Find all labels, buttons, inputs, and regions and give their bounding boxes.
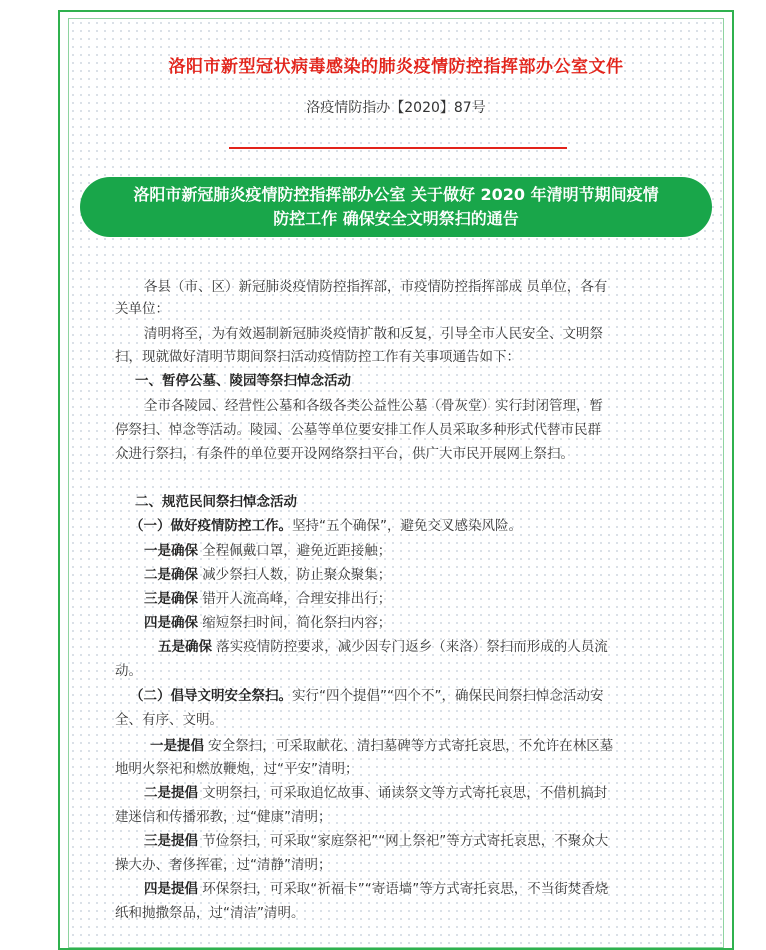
ensure-label: 一是确保 <box>144 543 198 559</box>
notice-title-line-1: 洛阳市新冠肺炎疫情防控指挥部办公室 关于做好 2020 年清明节期间疫情 <box>133 185 659 204</box>
red-divider <box>229 147 567 149</box>
section-1-line-3: 众进行祭扫，有条件的单位要开设网络祭扫平台，供广大市民开展网上祭扫。 <box>115 446 574 462</box>
ensure-item-2 <box>144 565 391 585</box>
advocate-item-1-continued: 地明火祭祀和燃放鞭炮，过“平安”清明； <box>115 761 359 777</box>
advocate-text: 节俭祭扫，可采取“家庭祭祀”“网上祭祀”等方式寄托哀思，不聚众大 <box>198 833 609 849</box>
subsection-2-text: 实行“四个提倡”“四个不”，确保民间祭扫悼念活动安 <box>292 688 604 704</box>
advocate-item-2 <box>144 783 607 803</box>
advocate-label: 二是提倡 <box>144 785 198 801</box>
document-header-title: 洛阳市新型冠状病毒感染的肺炎疫情防控指挥部办公室文件 <box>168 57 624 77</box>
advocate-label: 三是提倡 <box>144 833 198 849</box>
ensure-label: 二是确保 <box>144 567 198 583</box>
advocate-label: 四是提倡 <box>144 881 198 897</box>
notice-title-line-2: 防控工作 确保安全文明祭扫的通告 <box>273 209 519 228</box>
addressee-line-1: 各县（市、区）新冠肺炎疫情防控指挥部，市疫情防控指挥部成 员单位，各有 <box>144 279 608 295</box>
advocate-item-3-continued: 操大办、奢侈挥霍，过“清静”清明； <box>115 857 332 873</box>
advocate-item-3 <box>144 831 608 851</box>
ensure-item-4 <box>144 613 391 633</box>
subsection-1-text: 坚持“五个确保”，避免交叉感染风险。 <box>292 518 522 534</box>
ensure-label: 三是确保 <box>144 591 198 607</box>
subsection-1-heading: （一）做好疫情防控工作。 <box>130 518 292 534</box>
intro-line-2: 扫，现就做好清明节期间祭扫活动疫情防控工作有关事项通告如下： <box>115 349 520 365</box>
section-1-line-1: 全市各陵园、经营性公墓和各级各类公益性公墓（骨灰堂）实行封闭管理，暂 <box>144 398 603 414</box>
section-1-line-2: 停祭扫、悼念等活动。陵园、公墓等单位要安排工作人员采取多种形式代替市民群 <box>115 422 601 438</box>
section-1-heading: 一、暂停公墓、陵园等祭扫悼念活动 <box>135 373 351 389</box>
intro-line-1: 清明将至，为有效遏制新冠肺炎疫情扩散和反复，引导全市人民安全、文明祭 <box>144 326 603 342</box>
document-number: 洛疫情防指办【2020】87号 <box>306 100 486 116</box>
ensure-text: 错开人流高峰，合理安排出行； <box>198 591 392 607</box>
ensure-text: 全程佩戴口罩，避免近距接触； <box>198 543 392 559</box>
advocate-item-2-continued: 建迷信和传播邪教，过“健康”清明； <box>115 809 332 825</box>
advocate-text: 文明祭扫，可采取追忆故事、诵读祭文等方式寄托哀思，不借机搞封 <box>198 785 608 801</box>
advocate-label: 一是提倡 <box>150 738 204 754</box>
section-2-heading: 二、规范民间祭扫悼念活动 <box>135 494 297 510</box>
ensure-item-3 <box>144 589 391 609</box>
ensure-label: 四是确保 <box>144 615 198 631</box>
addressee-line-2: 关单位： <box>115 301 169 317</box>
ensure-item-1 <box>144 541 391 561</box>
advocate-item-1 <box>150 736 613 756</box>
advocate-item-4 <box>144 879 608 899</box>
subsection-2-continued: 全、有序、文明。 <box>115 712 223 728</box>
ensure-text: 缩短祭扫时间，简化祭扫内容； <box>198 615 392 631</box>
ensure-text: 减少祭扫人数，防止聚众聚集； <box>198 567 392 583</box>
subsection-1 <box>130 516 522 536</box>
subsection-2-heading: （二）倡导文明安全祭扫。 <box>130 688 292 704</box>
ensure-item-5-continued: 动。 <box>115 663 142 679</box>
advocate-text: 环保祭扫，可采取“祈福卡”“寄语墙”等方式寄托哀思，不当街焚香烧 <box>198 881 609 897</box>
ensure-item-5 <box>158 637 608 657</box>
advocate-text: 安全祭扫，可采取献花、清扫墓碑等方式寄托哀思，不允许在林区墓 <box>204 738 614 754</box>
subsection-2 <box>130 686 603 706</box>
notice-title-banner <box>80 177 712 237</box>
advocate-item-4-continued: 纸和抛撒祭品，过“清洁”清明。 <box>115 905 305 921</box>
ensure-text: 落实疫情防控要求，减少因专门返乡（来洛）祭扫而形成的人员流 <box>212 639 608 655</box>
ensure-label: 五是确保 <box>158 639 212 655</box>
